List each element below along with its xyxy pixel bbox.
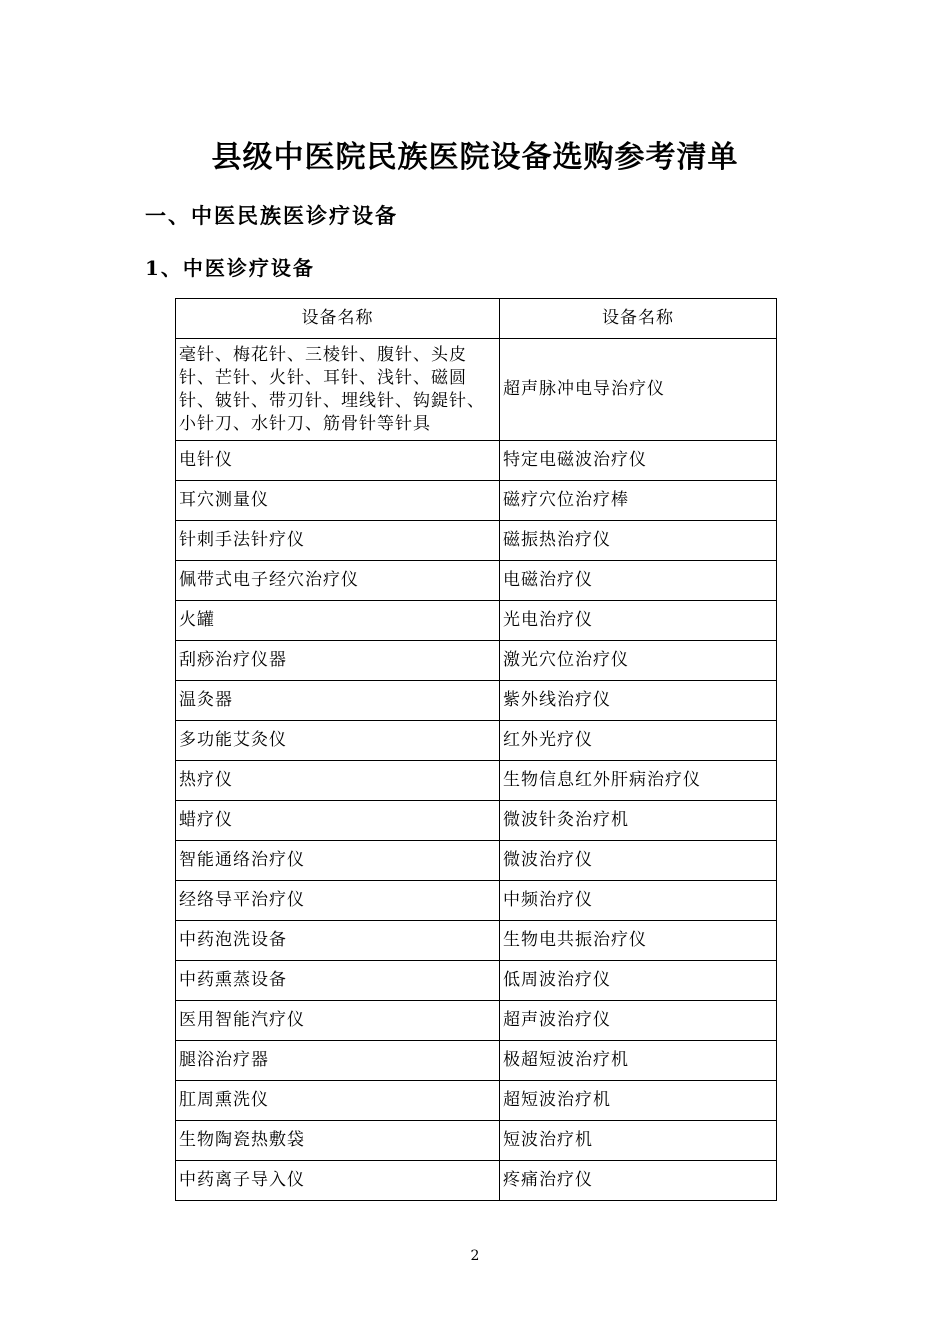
sub-heading: 1、中医诊疗设备	[145, 256, 315, 280]
table-cell: 智能通络治疗仪	[176, 841, 500, 881]
table-row	[176, 1121, 777, 1161]
table-cell: 低周波治疗仪	[500, 961, 777, 1001]
page-number: 2	[470, 1248, 480, 1264]
table-cell: 耳穴测量仪	[176, 481, 500, 521]
table-row	[176, 921, 777, 961]
table-cell: 温灸器	[176, 681, 500, 721]
table-cell: 磁振热治疗仪	[500, 521, 777, 561]
table-cell: 中药离子导入仪	[176, 1161, 500, 1201]
table-cell: 刮痧治疗仪器	[176, 641, 500, 681]
table-row	[176, 681, 777, 721]
table-row	[176, 601, 777, 641]
table-cell: 超声脉冲电导治疗仪	[500, 339, 777, 441]
table-cell: 超短波治疗机	[500, 1081, 777, 1121]
table-cell: 毫针、梅花针、三棱针、腹针、头皮针、芒针、火针、耳针、浅针、磁圆针、铍针、带刃针、埋线针、钩鍉针、小针刀、水针刀、筋骨针等针具	[176, 339, 500, 441]
table-cell: 火罐	[176, 601, 500, 641]
table-row	[176, 841, 777, 881]
table-body	[176, 339, 777, 1201]
table-cell: 肛周熏洗仪	[176, 1081, 500, 1121]
table-cell: 多功能艾灸仪	[176, 721, 500, 761]
table-cell: 中频治疗仪	[500, 881, 777, 921]
section-heading: 一、中医民族医诊疗设备	[145, 203, 398, 228]
header-row	[176, 299, 777, 339]
table-cell: 红外光疗仪	[500, 721, 777, 761]
table-cell: 紫外线治疗仪	[500, 681, 777, 721]
table-row	[176, 641, 777, 681]
table-row	[176, 801, 777, 841]
table-cell: 热疗仪	[176, 761, 500, 801]
table-cell: 微波针灸治疗机	[500, 801, 777, 841]
table-header	[176, 299, 777, 339]
table-cell: 中药熏蒸设备	[176, 961, 500, 1001]
table-cell: 电针仪	[176, 441, 500, 481]
table-cell: 超声波治疗仪	[500, 1001, 777, 1041]
table-row	[176, 481, 777, 521]
table-cell: 生物陶瓷热敷袋	[176, 1121, 500, 1161]
table-row	[176, 761, 777, 801]
table-row	[176, 339, 777, 441]
table-row	[176, 881, 777, 921]
table-cell: 经络导平治疗仪	[176, 881, 500, 921]
table-row	[176, 1001, 777, 1041]
table-row	[176, 1161, 777, 1201]
table-cell: 疼痛治疗仪	[500, 1161, 777, 1201]
table-cell: 特定电磁波治疗仪	[500, 441, 777, 481]
document-title: 县级中医院民族医院设备选购参考清单	[211, 140, 739, 175]
table-cell: 医用智能汽疗仪	[176, 1001, 500, 1041]
table-row	[176, 961, 777, 1001]
table-cell: 蜡疗仪	[176, 801, 500, 841]
header-cell-left: 设备名称	[176, 299, 500, 339]
table-cell: 生物电共振治疗仪	[500, 921, 777, 961]
equipment-table	[175, 298, 777, 1201]
table-cell: 电磁治疗仪	[500, 561, 777, 601]
table-cell: 磁疗穴位治疗棒	[500, 481, 777, 521]
table-cell: 生物信息红外肝病治疗仪	[500, 761, 777, 801]
table-row	[176, 521, 777, 561]
table-row	[176, 1041, 777, 1081]
table-row	[176, 441, 777, 481]
table-cell: 针刺手法针疗仪	[176, 521, 500, 561]
table-row	[176, 721, 777, 761]
header-cell-right: 设备名称	[500, 299, 777, 339]
table-cell: 光电治疗仪	[500, 601, 777, 641]
table-cell: 极超短波治疗机	[500, 1041, 777, 1081]
table-row	[176, 1081, 777, 1121]
table-cell: 腿浴治疗器	[176, 1041, 500, 1081]
table-cell: 佩带式电子经穴治疗仪	[176, 561, 500, 601]
table-cell: 微波治疗仪	[500, 841, 777, 881]
table-cell: 短波治疗机	[500, 1121, 777, 1161]
table-row	[176, 561, 777, 601]
table-cell: 激光穴位治疗仪	[500, 641, 777, 681]
table-cell: 中药泡洗设备	[176, 921, 500, 961]
